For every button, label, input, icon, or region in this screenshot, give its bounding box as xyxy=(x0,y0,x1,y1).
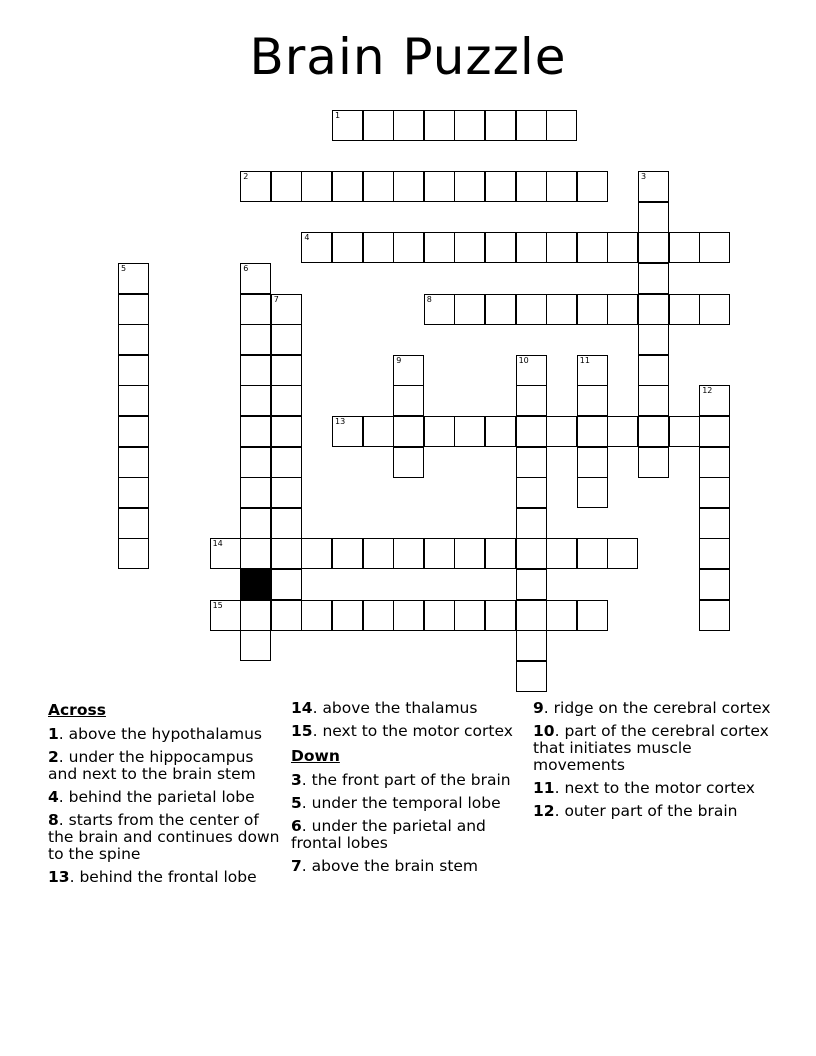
clue-item-text: under the hippocampus and next to the brain stem xyxy=(48,748,256,783)
grid-cell[interactable] xyxy=(577,232,608,263)
clue-item-text: under the temporal lobe xyxy=(311,794,501,812)
grid-cell[interactable] xyxy=(118,324,149,355)
grid-cell[interactable] xyxy=(240,416,271,447)
grid-cell[interactable] xyxy=(454,600,485,631)
grid-cell[interactable] xyxy=(516,477,547,508)
grid-cell[interactable] xyxy=(699,294,730,325)
across-header: Across xyxy=(48,701,106,719)
grid-cell[interactable] xyxy=(607,294,638,325)
clue-item: 1. above the hypothalamus xyxy=(48,725,262,743)
grid-cell[interactable] xyxy=(363,110,394,141)
clue-item-number: 8 xyxy=(48,811,59,829)
grid-cell[interactable] xyxy=(577,600,608,631)
grid-cell[interactable] xyxy=(240,630,271,661)
down-header: Down xyxy=(291,747,340,765)
grid-cell[interactable] xyxy=(210,600,241,631)
grid-cell[interactable] xyxy=(516,538,547,569)
grid-cell[interactable] xyxy=(332,600,363,631)
clue-number: 3 xyxy=(641,172,647,182)
grid-cell[interactable] xyxy=(424,232,455,263)
grid-cell[interactable] xyxy=(271,477,302,508)
grid-cell[interactable] xyxy=(271,508,302,539)
grid-cell[interactable] xyxy=(607,416,638,447)
clue-item-number: 14 xyxy=(291,699,313,717)
clue-column-3 xyxy=(533,700,773,826)
grid-cell[interactable] xyxy=(332,416,363,447)
grid-cell[interactable] xyxy=(546,171,577,202)
grid-cell[interactable] xyxy=(393,538,424,569)
clue-item: 4. behind the parietal lobe xyxy=(48,788,255,806)
grid-cell[interactable] xyxy=(332,232,363,263)
clue-item: 9. ridge on the cerebral cortex xyxy=(533,699,771,717)
grid-cell[interactable] xyxy=(240,477,271,508)
clue-item-number: 9 xyxy=(533,699,544,717)
clue-item: 10. part of the cerebral cortex that initiates muscle movements xyxy=(533,722,769,774)
grid-cell[interactable] xyxy=(516,110,547,141)
puzzle-title: Brain Puzzle xyxy=(249,28,567,86)
grid-cell[interactable] xyxy=(240,600,271,631)
clue-item-number: 4 xyxy=(48,788,59,806)
clue-column-2 xyxy=(291,700,523,881)
grid-cell[interactable] xyxy=(638,416,669,447)
grid-cell[interactable] xyxy=(118,538,149,569)
clue-item-text: starts from the center of the brain and continues down to the spine xyxy=(48,811,280,863)
grid-cell[interactable] xyxy=(454,171,485,202)
grid-cell[interactable] xyxy=(271,569,302,600)
clue-item-text: behind the parietal lobe xyxy=(68,788,255,806)
grid-cell[interactable] xyxy=(699,477,730,508)
grid-cell[interactable] xyxy=(516,294,547,325)
grid-cell[interactable] xyxy=(332,110,363,141)
grid-cell[interactable] xyxy=(638,447,669,478)
grid-cell[interactable] xyxy=(485,232,516,263)
clue-number: 8 xyxy=(426,294,432,304)
clue-item: 5. under the temporal lobe xyxy=(291,794,501,812)
clue-item-text: the front part of the brain xyxy=(311,771,511,789)
clue-item: 11. next to the motor cortex xyxy=(533,779,755,797)
grid-cell[interactable] xyxy=(516,171,547,202)
clue-item-number: 3 xyxy=(291,771,302,789)
grid-cell[interactable] xyxy=(699,447,730,478)
grid-cell[interactable] xyxy=(393,600,424,631)
grid-cell[interactable] xyxy=(424,294,455,325)
grid-cell[interactable] xyxy=(210,538,241,569)
grid-cell[interactable] xyxy=(546,600,577,631)
grid-cell[interactable] xyxy=(607,232,638,263)
grid-cell[interactable] xyxy=(546,538,577,569)
grid-cell[interactable] xyxy=(577,416,608,447)
clue-item-text: outer part of the brain xyxy=(564,802,738,820)
grid-cell[interactable] xyxy=(577,385,608,416)
grid-cell[interactable] xyxy=(363,171,394,202)
grid-cell[interactable] xyxy=(454,538,485,569)
clue-item-number: 11 xyxy=(533,779,555,797)
clue-item: 15. next to the motor cortex xyxy=(291,722,513,740)
grid-cell[interactable] xyxy=(638,385,669,416)
grid-cell[interactable] xyxy=(485,171,516,202)
clue-number: 6 xyxy=(243,264,249,273)
grid-cell[interactable] xyxy=(118,294,149,325)
grid-cell[interactable] xyxy=(638,202,669,233)
grid-cell[interactable] xyxy=(393,355,424,386)
grid-cell[interactable] xyxy=(240,263,271,294)
clue-number: 4 xyxy=(304,233,310,243)
clue-item: 2. under the hippocampus and next to the brain stem xyxy=(48,748,256,783)
grid-cell[interactable] xyxy=(424,171,455,202)
grid-cell[interactable] xyxy=(363,600,394,631)
grid-cell[interactable] xyxy=(118,508,149,539)
grid-cell[interactable] xyxy=(638,171,669,202)
clue-number: 5 xyxy=(121,264,127,273)
grid-cell[interactable] xyxy=(638,263,669,294)
grid-cell[interactable] xyxy=(240,385,271,416)
grid-cell[interactable] xyxy=(699,232,730,263)
clue-item: 12. outer part of the brain xyxy=(533,802,738,820)
grid-cell[interactable] xyxy=(393,385,424,416)
grid-cell[interactable] xyxy=(240,324,271,355)
grid-cell[interactable] xyxy=(577,171,608,202)
grid-cell[interactable] xyxy=(271,385,302,416)
clue-item-text: part of the cerebral cortex that initiates muscle movements xyxy=(533,722,769,774)
grid-cell[interactable] xyxy=(118,355,149,386)
grid-cell[interactable] xyxy=(699,538,730,569)
grid-cell[interactable] xyxy=(516,232,547,263)
clue-number: 2 xyxy=(243,172,249,182)
grid-cell[interactable] xyxy=(271,294,302,325)
grid-cell[interactable] xyxy=(301,538,332,569)
grid-cell[interactable] xyxy=(485,294,516,325)
clue-item-text: behind the frontal lobe xyxy=(79,868,257,886)
grid-cell[interactable] xyxy=(301,600,332,631)
grid-cell[interactable] xyxy=(454,416,485,447)
grid-cell[interactable] xyxy=(240,171,271,202)
grid-cell[interactable] xyxy=(332,538,363,569)
grid-cell[interactable] xyxy=(516,661,547,692)
grid-cell[interactable] xyxy=(118,447,149,478)
grid-cell[interactable] xyxy=(577,355,608,386)
grid-cell[interactable] xyxy=(393,447,424,478)
grid-cell[interactable] xyxy=(271,324,302,355)
clue-item-text: ridge on the cerebral cortex xyxy=(553,699,771,717)
grid-cell[interactable] xyxy=(271,416,302,447)
clue-item: 14. above the thalamus xyxy=(291,699,478,717)
clue-number: 14 xyxy=(212,539,223,549)
grid-cell[interactable] xyxy=(393,232,424,263)
clue-item-number: 13 xyxy=(48,868,70,886)
clue-column-1 xyxy=(48,700,280,892)
grid-cell[interactable] xyxy=(485,600,516,631)
grid-cell[interactable] xyxy=(516,630,547,661)
grid-cell[interactable] xyxy=(454,294,485,325)
clue-item-number: 12 xyxy=(533,802,555,820)
grid-cell[interactable] xyxy=(577,477,608,508)
grid-cell[interactable] xyxy=(454,110,485,141)
grid-cell[interactable] xyxy=(638,355,669,386)
grid-cell[interactable] xyxy=(393,110,424,141)
grid-cell[interactable] xyxy=(577,538,608,569)
grid-cell[interactable] xyxy=(546,232,577,263)
clue-item: 3. the front part of the brain xyxy=(291,771,511,789)
clue-item-number: 7 xyxy=(291,857,302,875)
clue-item-number: 6 xyxy=(291,817,302,835)
clue-number: 13 xyxy=(335,417,346,426)
grid-cell[interactable] xyxy=(363,416,394,447)
clue-item-number: 10 xyxy=(533,722,555,740)
grid-cell[interactable] xyxy=(271,447,302,478)
grid-cell[interactable] xyxy=(516,508,547,539)
clue-number: 9 xyxy=(396,355,402,365)
clue-item-text: above the thalamus xyxy=(322,699,478,717)
clue-item: 13. behind the frontal lobe xyxy=(48,868,257,886)
grid-cell[interactable] xyxy=(485,110,516,141)
clue-item: 8. starts from the center of the brain and continues down to the spine xyxy=(48,811,280,863)
grid-cell[interactable] xyxy=(699,385,730,416)
grid-cell[interactable] xyxy=(546,416,577,447)
grid-cell[interactable] xyxy=(363,538,394,569)
grid-cell[interactable] xyxy=(424,110,455,141)
grid-cell[interactable] xyxy=(516,600,547,631)
clue-item-number: 1 xyxy=(48,725,59,743)
clue-item-number: 5 xyxy=(291,794,302,812)
grid-cell[interactable] xyxy=(363,232,394,263)
grid-cell[interactable] xyxy=(240,447,271,478)
grid-cell[interactable] xyxy=(454,232,485,263)
grid-cell[interactable] xyxy=(393,416,424,447)
grid-cell[interactable] xyxy=(118,263,149,294)
clue-number: 10 xyxy=(518,355,529,365)
grid-cell[interactable] xyxy=(424,538,455,569)
clue-item: 7. above the brain stem xyxy=(291,857,479,875)
grid-cell[interactable] xyxy=(301,171,332,202)
grid-cell[interactable] xyxy=(240,355,271,386)
grid-cell[interactable] xyxy=(546,294,577,325)
grid-cell[interactable] xyxy=(118,385,149,416)
grid-cell[interactable] xyxy=(607,538,638,569)
grid-cell[interactable] xyxy=(118,477,149,508)
grid-cell[interactable] xyxy=(332,171,363,202)
grid-cell[interactable] xyxy=(699,508,730,539)
grid-cell[interactable] xyxy=(546,110,577,141)
grid-cell[interactable] xyxy=(271,171,302,202)
grid-cell[interactable] xyxy=(424,600,455,631)
grid-cell[interactable] xyxy=(271,538,302,569)
clue-item-text: above the hypothalamus xyxy=(68,725,262,743)
grid-cell[interactable] xyxy=(240,294,271,325)
clue-number: 1 xyxy=(335,111,341,120)
grid-cell[interactable] xyxy=(516,569,547,600)
clue-number: 15 xyxy=(212,600,223,610)
grid-cell[interactable] xyxy=(301,232,332,263)
grid-cell[interactable] xyxy=(516,385,547,416)
grid-cell[interactable] xyxy=(669,232,700,263)
grid-cell[interactable] xyxy=(699,569,730,600)
clue-number: 7 xyxy=(273,294,279,304)
clue-item-number: 2 xyxy=(48,748,59,766)
clue-item: 6. under the parietal and frontal lobes xyxy=(291,817,486,852)
grid-cell[interactable] xyxy=(424,416,455,447)
grid-cell[interactable] xyxy=(516,447,547,478)
grid-cell[interactable] xyxy=(240,538,271,569)
clue-item-text: under the parietal and frontal lobes xyxy=(291,817,486,852)
grid-cell[interactable] xyxy=(271,600,302,631)
black-square xyxy=(240,569,271,600)
grid-cell[interactable] xyxy=(271,355,302,386)
grid-cell[interactable] xyxy=(699,416,730,447)
clue-number: 12 xyxy=(702,386,713,396)
grid-cell[interactable] xyxy=(699,600,730,631)
grid-cell[interactable] xyxy=(516,416,547,447)
grid-cell[interactable] xyxy=(485,416,516,447)
grid-cell[interactable] xyxy=(638,324,669,355)
clue-item-text: next to the motor cortex xyxy=(322,722,513,740)
grid-cell[interactable] xyxy=(485,538,516,569)
grid-cell[interactable] xyxy=(118,416,149,447)
grid-cell[interactable] xyxy=(669,416,700,447)
clue-item-number: 15 xyxy=(291,722,313,740)
grid-cell[interactable] xyxy=(393,171,424,202)
clue-item-text: above the brain stem xyxy=(311,857,479,875)
grid-cell[interactable] xyxy=(638,232,669,263)
grid-cell[interactable] xyxy=(240,508,271,539)
grid-cell[interactable] xyxy=(669,294,700,325)
grid-cell[interactable] xyxy=(577,294,608,325)
grid-cell[interactable] xyxy=(577,447,608,478)
grid-cell[interactable] xyxy=(516,355,547,386)
grid-cell[interactable] xyxy=(638,294,669,325)
clue-item-text: next to the motor cortex xyxy=(564,779,755,797)
clue-number: 11 xyxy=(579,355,590,365)
